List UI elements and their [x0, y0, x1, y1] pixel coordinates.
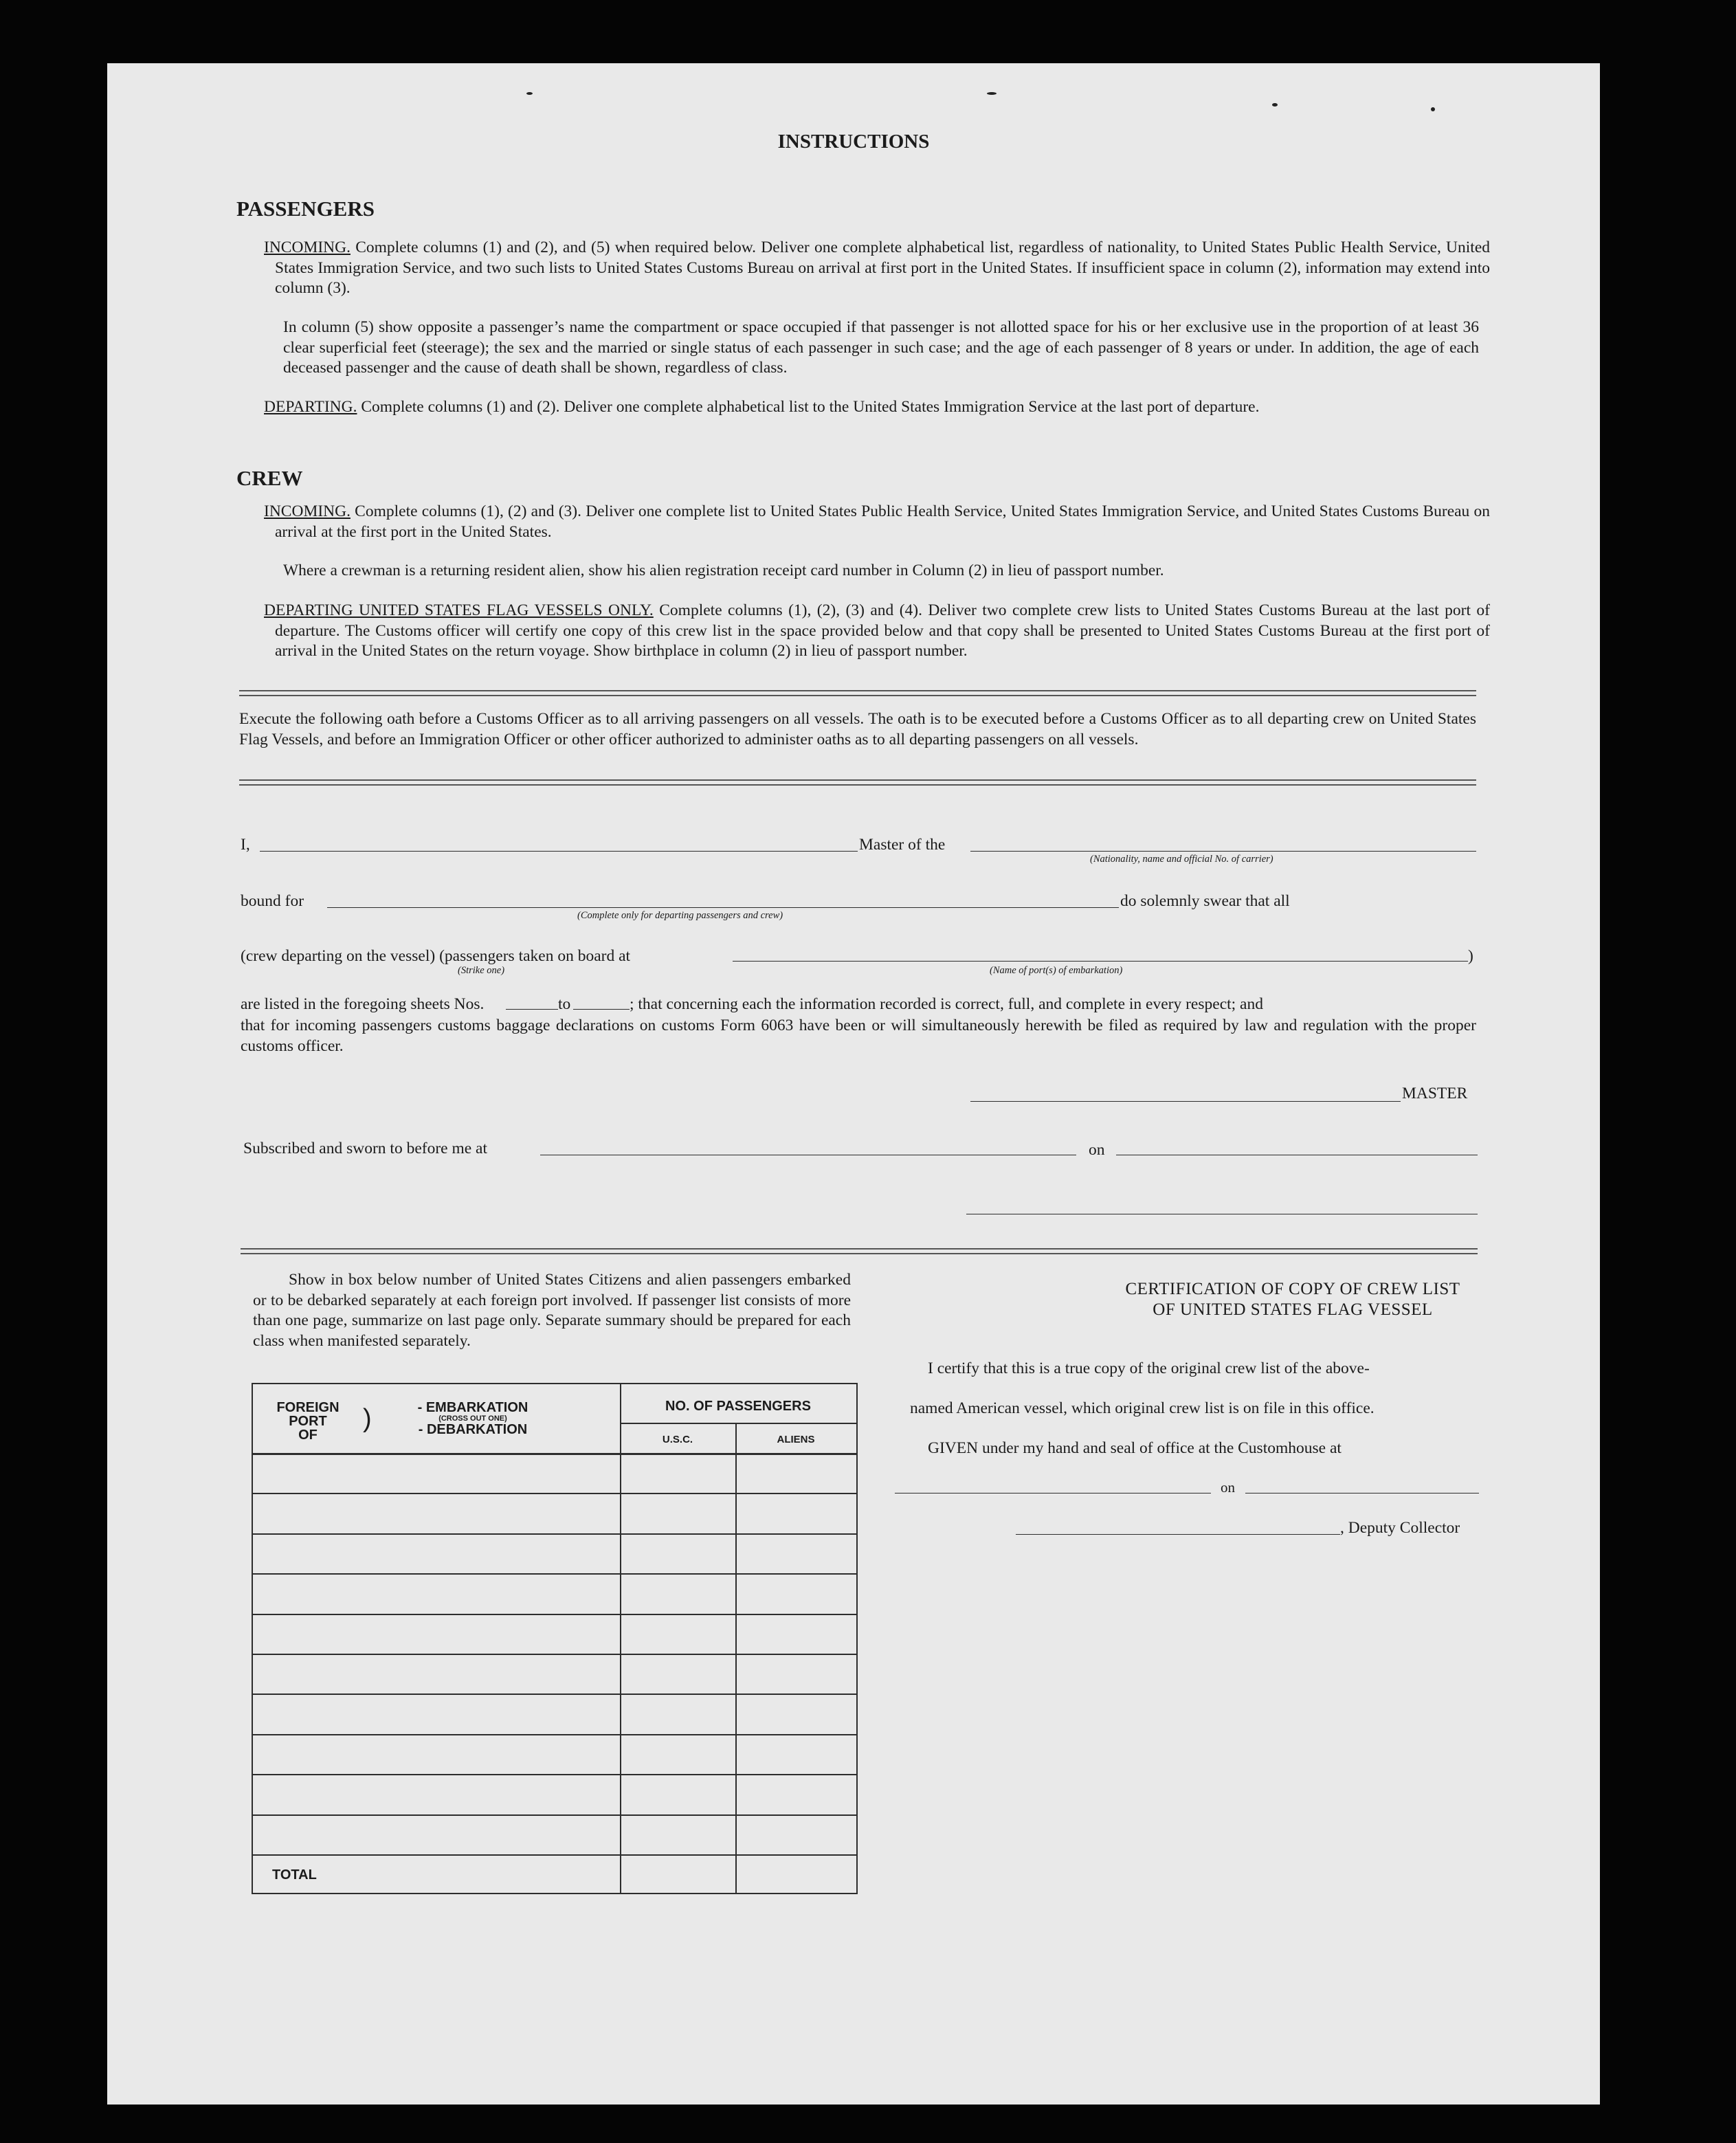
table-row — [253, 1453, 856, 1493]
certification-title-line1: CERTIFICATION OF COPY OF CREW LIST — [1125, 1280, 1460, 1298]
table-cell-port[interactable] — [253, 1615, 620, 1654]
certify-line1: I certify that this is a true copy of the original crew list of the above- — [928, 1359, 1370, 1377]
form-sheet — [107, 63, 1600, 2105]
table-cell-port[interactable] — [253, 1735, 620, 1774]
col-header-embarkation: - EMBARKATION — [417, 1400, 528, 1415]
table-cell-usc[interactable] — [620, 1494, 735, 1533]
scan-speck — [526, 92, 533, 95]
crew-incoming-instruction — [264, 502, 1490, 542]
certification-on-label: on — [1221, 1479, 1235, 1496]
table-cell-aliens[interactable] — [735, 1575, 856, 1613]
certification-title-line2: OF UNITED STATES FLAG VESSEL — [1153, 1300, 1433, 1319]
col-header-passengers: NO. OF PASSENGERS — [665, 1399, 811, 1414]
sworn-on-label: on — [1089, 1141, 1105, 1159]
scan-speck — [1431, 107, 1435, 111]
table-cell-aliens[interactable] — [735, 1494, 856, 1533]
table-cell-aliens[interactable] — [735, 1655, 856, 1694]
col-header-cross-out: (CROSS OUT ONE) — [438, 1414, 507, 1423]
passengers-incoming-label: INCOMING. — [264, 238, 350, 256]
table-row — [253, 1493, 856, 1533]
table-cell-port[interactable] — [253, 1453, 620, 1493]
bound-for-field[interactable] — [327, 907, 1119, 908]
swear-label: do solemnly swear that all — [1120, 892, 1290, 910]
table-cell-aliens[interactable] — [735, 1535, 856, 1573]
table-cell-usc[interactable] — [620, 1453, 735, 1493]
crew-incoming-text: Complete columns (1), (2) and (3). Deliver one complete list to United States Public Health Service, United States Immigration Service, and United States Customs Bureau on arrival at the first port in the United States. — [275, 502, 1490, 541]
table-cell-usc[interactable] — [620, 1695, 735, 1733]
table-cell-usc[interactable] — [620, 1816, 735, 1854]
table-cell-aliens[interactable] — [735, 1775, 856, 1814]
table-row — [253, 1694, 856, 1733]
table-cell-usc[interactable] — [620, 1775, 735, 1814]
master-signature-field[interactable] — [970, 1101, 1401, 1102]
passengers-heading: PASSENGERS — [236, 197, 375, 221]
table-row — [253, 1533, 856, 1573]
subscribed-label: Subscribed and sworn to before me at — [243, 1140, 488, 1157]
crew-departing-text: Complete columns (1), (2), (3) and (4). Deliver two complete crew lists to United States Customs Bureau at the last port of departure. The Customs officer will certify one copy of this crew list in the space provided below and that copy shall be presented to United States Customs Bureau at the first port of arrival in the United States on the return voyage. Show birthplace in column (2) in lieu of passport number. — [275, 601, 1490, 660]
table-row — [253, 1734, 856, 1774]
table-cell-port[interactable] — [253, 1575, 620, 1613]
passengers-departing-text: Complete columns (1) and (2). Deliver one complete alphabetical list to the United States Immigration Service at the last port of departure. — [361, 398, 1260, 416]
crew-departing-instruction — [264, 601, 1490, 662]
table-cell-usc[interactable] — [620, 1575, 735, 1613]
table-cell-aliens[interactable] — [735, 1453, 856, 1493]
section-divider — [239, 779, 1476, 786]
deputy-collector-label: , Deputy Collector — [1340, 1519, 1460, 1537]
passengers-incoming-text: Complete columns (1) and (2), and (5) when required below. Deliver one complete alphabetical list, regardless of nationality, to United States Public Health Service, United States Immigration Service, and two such lists to United States Customs Bureau on arrival at first port in the United States. If insufficient space in column (2), information may extend into column (3). — [275, 238, 1490, 297]
crew-departing-label: DEPARTING UNITED STATES FLAG VESSELS ONLY. — [264, 601, 654, 619]
table-row — [253, 1614, 856, 1654]
col-header-foreign-port — [253, 1401, 363, 1442]
passengers-incoming-instruction — [264, 238, 1490, 299]
listed-statement: ; that concerning each the information recorded is correct, full, and complete in every respect; and — [630, 995, 1263, 1013]
table-divider — [253, 1854, 856, 1856]
certify-line2: named American vessel, which original crew list is on file in this office. — [910, 1399, 1375, 1417]
table-row — [253, 1654, 856, 1694]
oath-instructions: Execute the following oath before a Customs Officer as to all arriving passengers on all vessels. The oath is to be executed before a Customs Officer as to all departing crew on United States Flag Vessels, and before an Immigration Officer or other officer authorized to administer oaths as to all departing passengers on all vessels. — [239, 710, 1476, 748]
master-signature-label: MASTER — [1402, 1085, 1468, 1102]
col-header-aliens: ALIENS — [777, 1434, 815, 1445]
close-paren: ) — [1468, 947, 1473, 965]
given-statement: GIVEN under my hand and seal of office at the Customhouse at — [928, 1439, 1342, 1457]
master-name-field[interactable] — [260, 851, 858, 852]
sheet-from-field[interactable] — [506, 1009, 558, 1010]
col-header-embark-debark — [390, 1401, 555, 1436]
col-header-of: OF — [298, 1428, 318, 1443]
table-row — [253, 1814, 856, 1854]
page-title: INSTRUCTIONS — [777, 131, 930, 153]
table-cell-usc[interactable] — [620, 1535, 735, 1573]
scan-speck — [987, 92, 997, 95]
table-cell-usc[interactable] — [620, 1615, 735, 1654]
crew-heading: CREW — [236, 466, 303, 490]
passengers-departing-instruction — [264, 397, 1490, 418]
col-header-usc: U.S.C. — [662, 1434, 693, 1445]
table-row — [253, 1774, 856, 1814]
table-cell-aliens[interactable] — [735, 1735, 856, 1774]
listed-label: are listed in the foregoing sheets Nos. — [241, 995, 485, 1013]
table-divider — [620, 1423, 856, 1424]
listed-to-label: to — [558, 995, 571, 1013]
listed-statement-rest: that for incoming passengers customs baggage declarations on customs Form 6063 have been or will simultaneously herewith be filed as required by law and regulation with the proper customs officer. — [241, 1017, 1476, 1055]
table-cell-usc[interactable] — [620, 1655, 735, 1694]
deputy-signature-field[interactable] — [1016, 1534, 1340, 1535]
crew-passengers-label: (crew departing on the vessel) (passengers taken on board at — [241, 947, 631, 965]
table-cell-aliens[interactable] — [735, 1695, 856, 1733]
col-header-debarkation: - DEBARKATION — [418, 1422, 528, 1437]
carrier-field[interactable] — [970, 851, 1476, 852]
embarkation-port-field[interactable] — [733, 961, 1468, 962]
table-cell-port[interactable] — [253, 1535, 620, 1573]
col-header-port: PORT — [289, 1414, 327, 1429]
summary-instructions: Show in box below number of United States Citizens and alien passengers embarked or to be debarked separately at each foreign port involved. If passenger list consists of more than one page, summarize on last page only. Separate summary should be prepared for each class when manifested separately. — [253, 1271, 851, 1350]
certification-date-field[interactable] — [1245, 1493, 1479, 1494]
col-header-foreign: FOREIGN — [276, 1400, 340, 1415]
sheet-to-field[interactable] — [573, 1009, 630, 1010]
table-cell-aliens[interactable] — [735, 1615, 856, 1654]
customhouse-field[interactable] — [895, 1493, 1211, 1494]
table-row — [253, 1573, 856, 1613]
table-cell-usc[interactable] — [620, 1735, 735, 1774]
table-cell-port[interactable] — [253, 1775, 620, 1814]
bound-for-caption: (Complete only for departing passengers and crew) — [577, 910, 783, 921]
table-cell-aliens[interactable] — [735, 1816, 856, 1854]
carrier-caption: (Nationality, name and official No. of carrier) — [1090, 854, 1273, 865]
embarkation-caption: (Name of port(s) of embarkation) — [990, 965, 1123, 976]
crew-resident-instruction: Where a crewman is a returning resident alien, show his alien registration receipt card number in Column (2) in lieu of passport number. — [283, 562, 1164, 579]
table-cell-port[interactable] — [253, 1655, 620, 1694]
total-label: TOTAL — [272, 1867, 317, 1883]
bound-for-label: bound for — [241, 892, 304, 910]
strike-one-caption: (Strike one) — [458, 965, 505, 976]
table-cell-port[interactable] — [253, 1494, 620, 1533]
header-brace: ) — [363, 1404, 372, 1433]
passengers-column5-instruction: In column (5) show opposite a passenger’s name the compartment or space occupied if that passenger is not allotted space for his or her exclusive use in the proportion of at least 36 clear superficial feet (steerage); the sex and the married or single status of each passenger in such case; and the age of each passenger of 8 years or under. In addition, the age of each deceased passenger and the cause of death shall be shown, regardless of class. — [283, 318, 1479, 377]
passengers-departing-label: DEPARTING. — [264, 398, 357, 416]
crew-incoming-label: INCOMING. — [264, 502, 350, 520]
section-divider — [241, 1248, 1478, 1254]
master-of-the-label: Master of the — [859, 836, 946, 854]
oath-i-label: I, — [241, 836, 250, 854]
section-divider — [239, 690, 1476, 696]
table-cell-port[interactable] — [253, 1695, 620, 1733]
scan-speck — [1272, 103, 1278, 107]
passenger-summary-table — [252, 1383, 858, 1894]
table-cell-port[interactable] — [253, 1816, 620, 1854]
